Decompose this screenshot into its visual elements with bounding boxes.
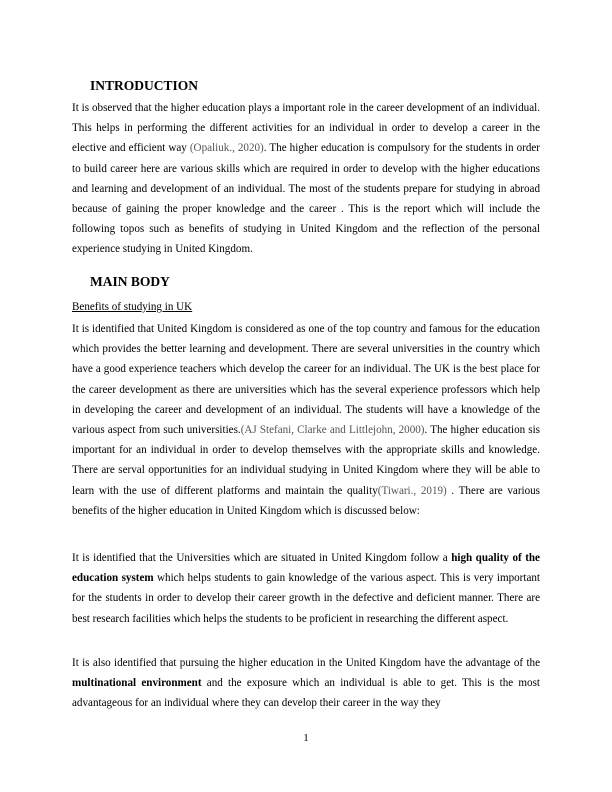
benefits-paragraph <box>72 319 540 521</box>
quality-text-1: It is identified that the Universities which are situated in United Kingdom follow a <box>72 552 452 564</box>
benefits-subheading: Benefits of studying in UK <box>72 301 193 313</box>
intro-citation-1: (Opaliuk., 2020) <box>189 142 264 155</box>
intro-text-1: It is observed that the higher education plays a important role in the career development of an individual. This helps in performing the different activities for an individual in order to develop a career in the elective and efficient way <box>72 102 540 155</box>
benefits-text-3: . There are various benefits of the higher education in United Kingdom which is discussed below: <box>72 484 541 517</box>
multinational-paragraph <box>72 653 540 714</box>
page-number: 1 <box>303 732 309 744</box>
quality-bold-term: high quality of the education system <box>72 552 540 585</box>
multinational-bold-term: multinational environment <box>72 677 202 690</box>
quality-paragraph <box>72 548 540 629</box>
benefits-text-1: It is identified that United Kingdom is considered as one of the top country and famous for the education which provides the better learning and development. There are several universities in the country which have a good experience teachers which develop the career for an individual. The UK is the best place for the career development as there are universities which has the several experience professors which help in developing the career and development of an individual. The students will have a knowledge of the various aspect from such universities. <box>72 323 540 437</box>
introduction-paragraph <box>72 98 540 260</box>
main-body-heading: MAIN BODY <box>90 274 170 289</box>
benefits-text-2: . The higher education sis important for an individual in order to develop themselves with the appropriate skills and knowledge. There are serval opportunities for an individual studying in United Kingdom where they will be able to learn with the use of different platforms and maintain the quality <box>72 424 540 497</box>
multinational-text-2: and the exposure which an individual is able to get. This is the most advantageous for an individual where they can develop their career in the way they <box>72 677 540 710</box>
multinational-text-1: It is also identified that pursuing the higher education in the United Kingdom have the advantage of the <box>72 657 540 669</box>
benefits-citation-1: (AJ Stefani, Clarke and Littlejohn, 2000) <box>240 424 425 437</box>
benefits-citation-2: (Tiwari., 2019) <box>377 484 447 497</box>
quality-text-2: which helps students to gain knowledge of the various aspect. This is very important for the students in order to develop their career growth in the defective and deficient manner. There are best research facilities which helps the students to be proficient in researching the different aspect. <box>72 572 540 625</box>
introduction-heading: INTRODUCTION <box>90 78 199 93</box>
intro-text-2: . The higher education is compulsory for the students in order to build career here are various skills which are required in order to develop with the higher educations and learning and development of an individual. The most of the students prepare for studying in abroad because of gaining the proper knowledge and the career . This is the report which will include the following topos such as benefits of studying in United Kingdom and the reflection of the personal experience studying in United Kingdom. <box>72 142 541 256</box>
